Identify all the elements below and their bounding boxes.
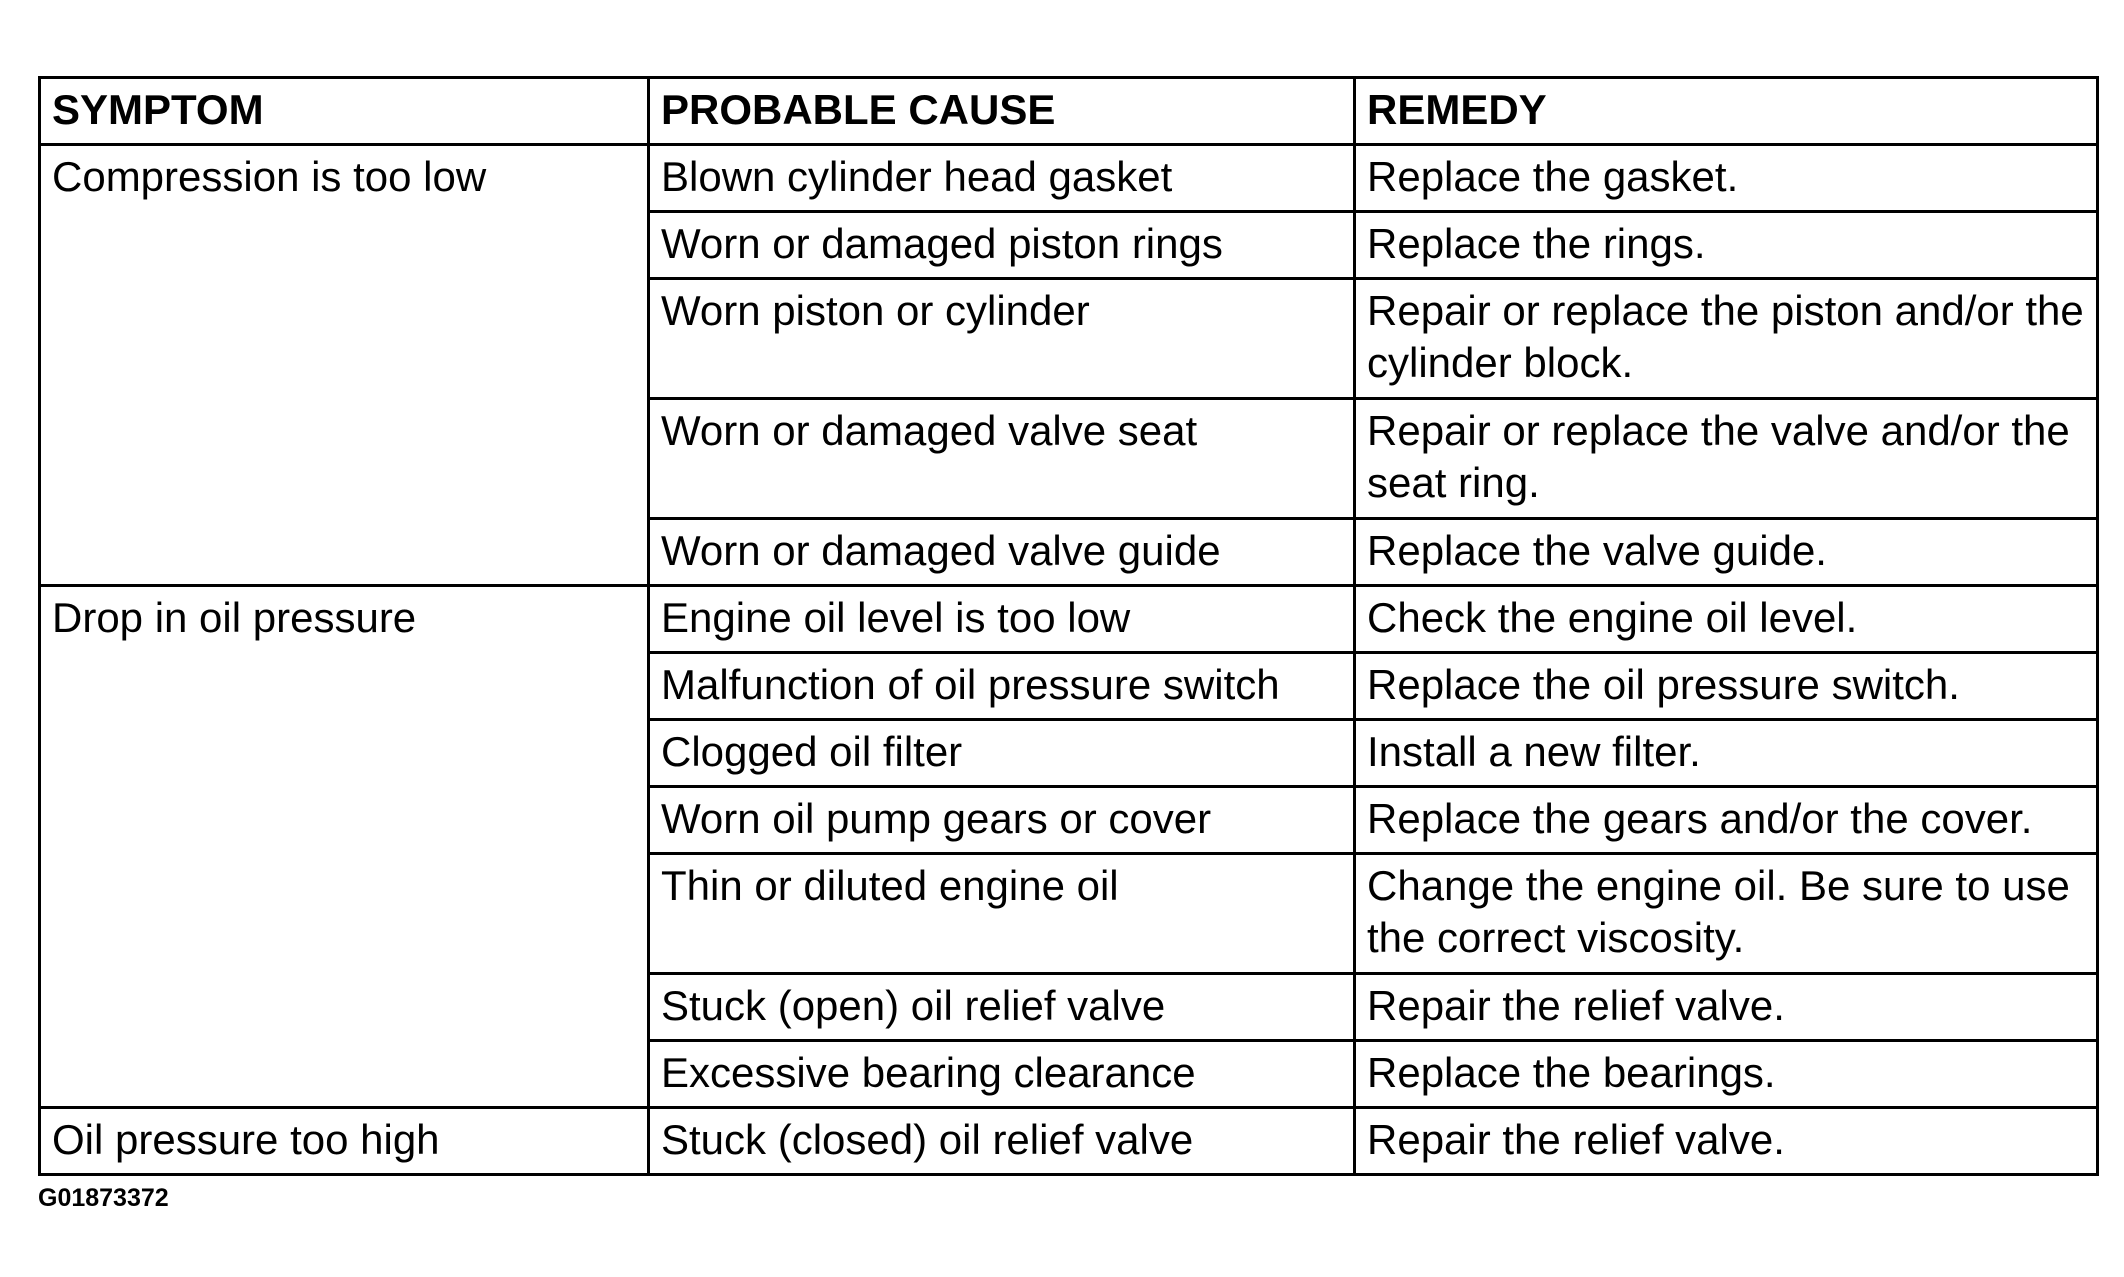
cause-cell: Worn or damaged piston rings <box>649 212 1355 279</box>
symptom-cell: Compression is too low <box>40 145 649 586</box>
figure-id-label: G01873372 <box>38 1184 169 1212</box>
header-remedy: REMEDY <box>1355 78 2098 145</box>
remedy-cell: Repair the relief valve. <box>1355 1108 2098 1175</box>
remedy-cell: Change the engine oil. Be sure to use the correct viscosity. <box>1355 854 2098 974</box>
troubleshooting-table <box>38 76 2099 1176</box>
table-row <box>40 1108 2098 1175</box>
cause-cell: Worn piston or cylinder <box>649 279 1355 399</box>
remedy-cell: Replace the rings. <box>1355 212 2098 279</box>
cause-cell: Worn oil pump gears or cover <box>649 787 1355 854</box>
remedy-cell: Repair or replace the piston and/or the cylinder block. <box>1355 279 2098 399</box>
remedy-cell: Replace the oil pressure switch. <box>1355 653 2098 720</box>
remedy-cell: Replace the gears and/or the cover. <box>1355 787 2098 854</box>
cause-cell: Engine oil level is too low <box>649 586 1355 653</box>
table-row <box>40 586 2098 653</box>
cause-cell: Stuck (open) oil relief valve <box>649 974 1355 1041</box>
table-row <box>40 145 2098 212</box>
remedy-cell: Repair the relief valve. <box>1355 974 2098 1041</box>
header-symptom: SYMPTOM <box>40 78 649 145</box>
remedy-cell: Replace the gasket. <box>1355 145 2098 212</box>
cause-cell: Excessive bearing clearance <box>649 1041 1355 1108</box>
cause-cell: Worn or damaged valve seat <box>649 399 1355 519</box>
header-probable-cause: PROBABLE CAUSE <box>649 78 1355 145</box>
table-header-row <box>40 78 2098 145</box>
remedy-cell: Repair or replace the valve and/or the seat ring. <box>1355 399 2098 519</box>
remedy-cell: Check the engine oil level. <box>1355 586 2098 653</box>
cause-cell: Worn or damaged valve guide <box>649 519 1355 586</box>
symptom-cell: Drop in oil pressure <box>40 586 649 1108</box>
cause-cell: Malfunction of oil pressure switch <box>649 653 1355 720</box>
cause-cell: Thin or diluted engine oil <box>649 854 1355 974</box>
cause-cell: Clogged oil filter <box>649 720 1355 787</box>
symptom-cell: Oil pressure too high <box>40 1108 649 1175</box>
remedy-cell: Replace the valve guide. <box>1355 519 2098 586</box>
cause-cell: Blown cylinder head gasket <box>649 145 1355 212</box>
cause-cell: Stuck (closed) oil relief valve <box>649 1108 1355 1175</box>
remedy-cell: Replace the bearings. <box>1355 1041 2098 1108</box>
remedy-cell: Install a new filter. <box>1355 720 2098 787</box>
